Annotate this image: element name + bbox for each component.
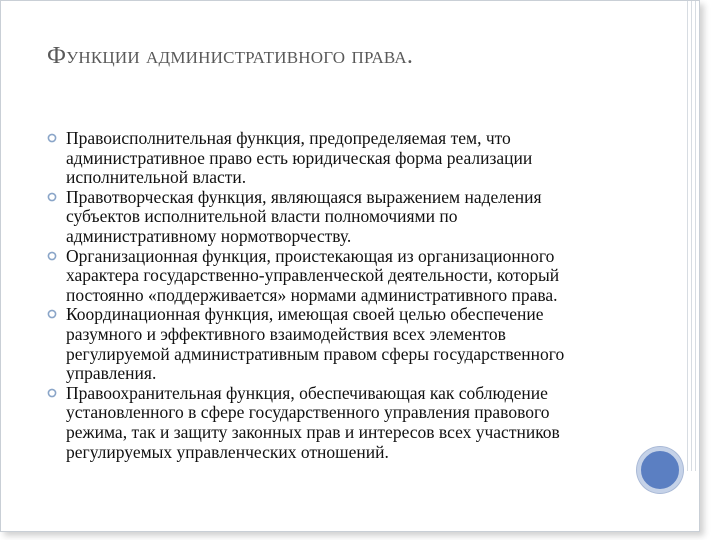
slide-title: Функции административного права. xyxy=(47,43,414,69)
decorative-circle-icon xyxy=(637,447,683,493)
bullet-text: Правотворческая функция, являющаяся выражением наделения субъектов исполнительной власти полномочиями по административному нормотворчеству. xyxy=(66,186,542,246)
right-edge-line-3 xyxy=(695,1,696,471)
circle-ring-bullet-icon xyxy=(47,251,57,261)
circle-ring-bullet-icon xyxy=(47,192,57,202)
circle-ring-bullet-icon xyxy=(47,133,57,143)
bullet-text: Правоисполнительная функция, предопределяемая тем, что административное право есть юридическая форма реализации исполнительной власти. xyxy=(66,128,533,188)
title-rule xyxy=(47,86,557,87)
circle-ring-bullet-icon xyxy=(47,388,57,398)
bullet-text: Организационная функция, проистекающая из организационного характера государственно-управленческой деятельности, который постоянно «поддерживается» нормами административного права. xyxy=(66,245,560,305)
circle-ring-bullet-icon xyxy=(47,309,57,319)
bullet-list xyxy=(47,129,607,462)
bullet-item-2 xyxy=(47,188,607,247)
bullet-item-1 xyxy=(47,129,607,188)
bullet-item-3 xyxy=(47,247,607,306)
bullet-item-4 xyxy=(47,305,607,383)
bullet-item-5 xyxy=(47,384,607,462)
right-edge-line-1 xyxy=(687,1,688,471)
bullet-text: Координационная функция, имеющая своей целью обеспечение разумного и эффективного взаимодействия всех элементов регулируемой административным правом сферы государственного управления. xyxy=(66,304,565,384)
bullet-text: Правоохранительная функция, обеспечивающая как соблюдение установленного в сфере государственного управления правового режима, так и защиту законных прав и интересов всех участников регулируемых управленческих отношений. xyxy=(66,382,560,462)
right-edge-line-2 xyxy=(691,1,692,471)
